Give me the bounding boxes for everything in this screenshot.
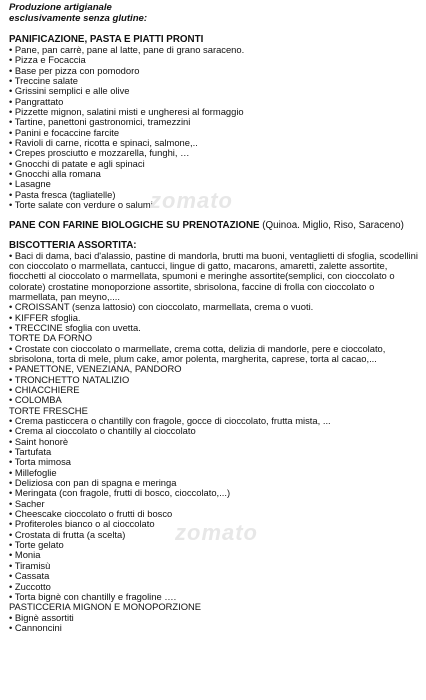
section [9,240,421,634]
watermark-logo: zomato [175,520,258,545]
list-item: • KIFFER sfoglia. [9,311,81,323]
list-item: • Gnocchi di patate e agli spinaci [9,157,145,169]
list-item: • Pizzette mignon, salatini misti e ungheresi al formaggio [9,106,244,118]
section-heading [9,240,421,251]
section-heading-note: (Quinoa. Miglio, Riso, Saraceno) [259,219,404,231]
section-heading-text: BISCOTTERIA ASSORTITA: [9,239,137,251]
list-item: • Pasta fresca (tagliatelle) [9,188,116,200]
list-item: • Base per pizza con pomodoro [9,64,140,76]
intro-line-2: esclusivamente senza glutine: [9,13,148,24]
item-list [9,251,421,634]
list-item: • Treccine salate [9,75,78,87]
list-item: • TRONCHETTO NATALIZIO [9,373,130,385]
list-item: • PANETTONE, VENEZIANA, PANDORO [9,363,182,375]
menu-document [9,2,421,633]
list-item: • Torta bignè con chantilly e fragoline …. [9,590,177,602]
section-heading-text: PANE CON FARINE BIOLOGICHE SU PRENOTAZIONE [9,219,260,231]
intro-line-1: Produzione artigianale [9,2,112,13]
list-item: • Grissini semplici e alle olive [9,85,130,97]
section [9,34,421,211]
watermark-logo: zomato [150,188,233,213]
list-item: • Pizza e Focaccia [9,54,86,66]
subsection-heading: TORTE FRESCHE [9,404,88,416]
list-item: • Torte salate con verdure o salumi [9,199,153,211]
section-heading-text: PANIFICAZIONE, PASTA E PIATTI PRONTI [9,34,204,45]
list-item: • Profiteroles bianco o al cioccolato [9,518,155,530]
list-item: • Tartufata [9,446,52,458]
list-item: • Cheescake cioccolato o frutti di bosco [9,508,173,520]
list-item: • Gnocchi alla romana [9,168,101,180]
list-item: • Torte gelato [9,539,64,551]
section-heading [9,220,421,231]
list-item: • Crema pasticcera o chantilly con fragole, gocce di cioccolato, frutta mista, ... [9,415,331,426]
list-item: • Millefoglie [9,466,57,478]
list-item: • Pangrattato [9,95,64,107]
item-list [9,45,421,211]
list-item: • Tartine, panettoni gastronomici, tramezzini [9,116,191,128]
list-item: • Crema al cioccolato o chantilly al cioccolato [9,425,196,437]
list-item: • Deliziosa con pan di spagna e meringa [9,477,177,489]
list-item: • Zuccotto [9,580,51,592]
section [9,220,421,231]
list-item: • Tiramisù [9,559,51,571]
list-item: • Crostate con cioccolato o marmellate, crema cotta, delizia di mandorle, pere e cioccolato, sbrisolona, torta di mele, plum cake, amor polenta, margherita, caprese, torta al cacao,... [9,342,386,364]
list-item: • CROISSANT (senza lattosio) con cioccolato, marmellata, crema o vuoti. [9,301,314,313]
list-item: • Crostata di frutta (a scelta) [9,528,126,540]
list-item: • Sacher [9,497,45,509]
subsection-heading: PASTICCERIA MIGNON E MONOPORZIONE [9,601,202,613]
subsection-heading: TORTE DA FORNO [9,332,92,344]
list-item: • Bignè assortiti [9,611,74,623]
list-item: • CHIACCHIERE [9,383,80,395]
list-item: • Torta mimosa [9,456,71,468]
list-item: • TRECCINE sfoglia con uvetta. [9,321,141,333]
list-item: • Panini e focaccine farcite [9,126,120,138]
list-item: • Meringata (con fragole, frutti di bosco, cioccolato,...) [9,487,231,499]
list-item: • Lasagne [9,178,51,190]
list-item: • Saint honorè [9,435,69,447]
list-item: • Pane, pan carrè, pane al latte, pane di grano saraceno. [9,44,245,55]
list-item: • Cassata [9,570,50,582]
sections [9,34,421,633]
list-item: • Cannoncini [9,621,62,633]
list-item: • Crepes prosciutto e mozzarella, funghi, … [9,147,190,159]
list-item: • Baci di dama, baci d'alassio, pastine di mandorla, brutti ma buoni, ventaglietti di sfoglia, scodellini con cioccolato o marmellata, cantucci, lingue di gatto, macarons, amaretti, zalette assortite, fiocchetti al cioccolato o marmellata, spumoni e meringhe assortite(semplici, con cioccolato o colorate) crostatine monoporzione assortite, sbrisolona, faccine di frolla con cioccolato o marmellata, pan meyno,.... [9,249,418,302]
list-item: • Monia [9,549,41,561]
list-item: • COLOMBA [9,394,62,406]
list-item: • Ravioli di carne, ricotta e spinaci, salmone,.. [9,137,198,149]
